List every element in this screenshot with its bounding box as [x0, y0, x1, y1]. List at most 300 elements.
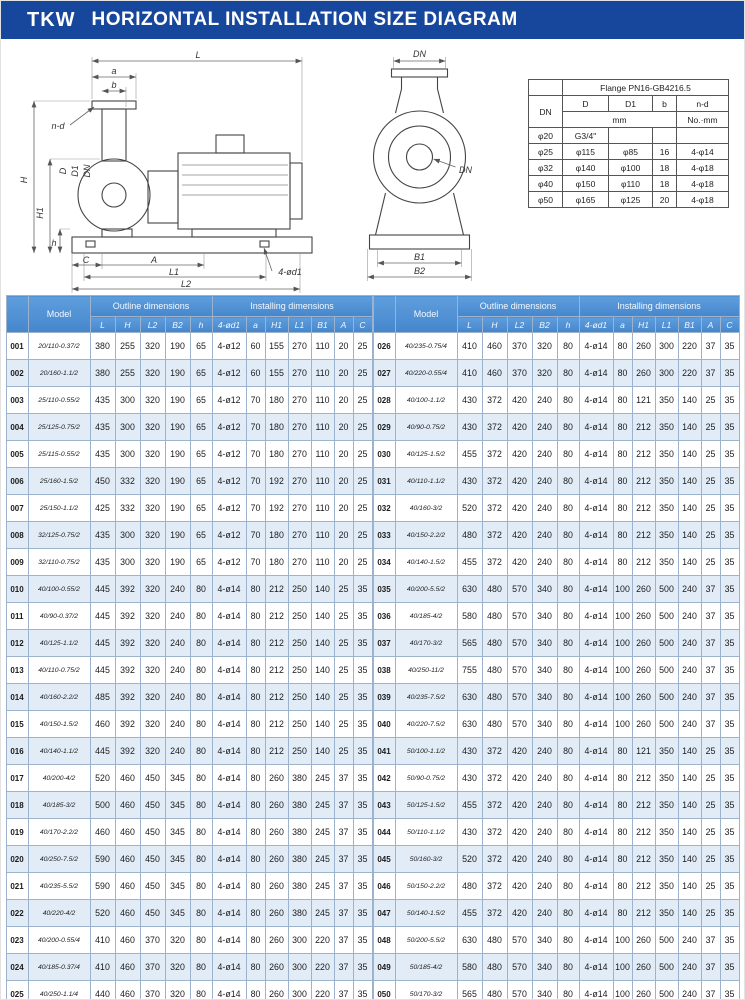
- dim-cell: 420: [507, 819, 532, 846]
- dim-cell: 80: [557, 765, 579, 792]
- dim-cell: 110: [311, 495, 334, 522]
- dim-cell: 392: [115, 684, 140, 711]
- dim-label-C: C: [82, 255, 90, 265]
- dim-cell: 80: [557, 981, 579, 1000]
- dim-cell: 455: [457, 549, 482, 576]
- dim-cell: 212: [632, 495, 655, 522]
- dim-cell: 25: [334, 630, 353, 657]
- dim-cell: 212: [265, 657, 288, 684]
- dim-cell: 4-ø14: [212, 954, 246, 981]
- table-row: [373, 846, 739, 873]
- model-cell: 20/110-0.37/2: [28, 333, 90, 360]
- column-header: L2: [140, 317, 165, 333]
- row-number: 039: [373, 684, 395, 711]
- dim-cell: 37: [334, 900, 353, 927]
- dim-cell: 4-ø14: [579, 711, 613, 738]
- flange-value-cell: 4-φ14: [677, 144, 729, 160]
- dim-cell: 450: [140, 873, 165, 900]
- dim-cell: 570: [507, 981, 532, 1000]
- dim-cell: 435: [90, 414, 115, 441]
- dim-cell: 4-ø14: [212, 711, 246, 738]
- dim-cell: 320: [140, 711, 165, 738]
- column-header: B2: [532, 317, 557, 333]
- dim-cell: 25: [353, 387, 372, 414]
- dim-cell: 140: [311, 657, 334, 684]
- dim-cell: 4-ø14: [579, 333, 613, 360]
- dim-cell: 320: [140, 495, 165, 522]
- dim-cell: 250: [288, 630, 311, 657]
- flange-value-cell: [677, 128, 729, 144]
- dim-cell: 100: [613, 711, 632, 738]
- dim-cell: 350: [655, 900, 678, 927]
- dim-cell: 350: [655, 846, 678, 873]
- row-number: 013: [6, 657, 28, 684]
- dim-cell: 260: [632, 684, 655, 711]
- dim-cell: 420: [507, 873, 532, 900]
- dim-cell: 410: [90, 927, 115, 954]
- dim-cell: 260: [265, 927, 288, 954]
- model-cell: 40/200-0.55/4: [28, 927, 90, 954]
- dim-cell: 20: [334, 360, 353, 387]
- dim-cell: 435: [90, 441, 115, 468]
- dim-cell: 140: [311, 603, 334, 630]
- model-cell: 50/150-2.2/2: [395, 873, 457, 900]
- dim-cell: 140: [678, 441, 701, 468]
- dim-cell: 35: [353, 927, 372, 954]
- dim-cell: 80: [557, 549, 579, 576]
- dim-cell: 320: [140, 684, 165, 711]
- dim-cell: 300: [288, 981, 311, 1000]
- model-cell: 40/200-4/2: [28, 765, 90, 792]
- row-number: 019: [6, 819, 28, 846]
- dim-cell: 4-ø14: [212, 630, 246, 657]
- dim-cell: 212: [632, 873, 655, 900]
- dim-cell: 340: [532, 576, 557, 603]
- table-row: [6, 981, 372, 1000]
- row-number: 007: [6, 495, 28, 522]
- table-row: [6, 657, 372, 684]
- dim-label-L2: L2: [180, 279, 192, 289]
- dim-cell: 4-ø14: [212, 657, 246, 684]
- dim-cell: 70: [246, 414, 265, 441]
- model-cell: 25/150-1.1/2: [28, 495, 90, 522]
- flange-value-cell: 4-φ18: [677, 176, 729, 192]
- dim-cell: 300: [115, 441, 140, 468]
- dim-cell: 565: [457, 981, 482, 1000]
- dim-cell: 65: [190, 441, 212, 468]
- dim-cell: 35: [353, 846, 372, 873]
- dim-cell: 340: [532, 630, 557, 657]
- column-header: L1: [288, 317, 311, 333]
- dim-cell: 350: [655, 873, 678, 900]
- dim-cell: 240: [678, 684, 701, 711]
- dim-cell: 212: [265, 711, 288, 738]
- dim-cell: 450: [140, 900, 165, 927]
- dim-label-L: L: [195, 50, 201, 60]
- dim-cell: 520: [457, 495, 482, 522]
- dim-cell: 80: [190, 657, 212, 684]
- dim-cell: 350: [655, 765, 678, 792]
- dim-cell: 20: [334, 549, 353, 576]
- row-number: 016: [6, 738, 28, 765]
- dim-cell: 140: [678, 738, 701, 765]
- dim-cell: 500: [655, 630, 678, 657]
- spec-tables-section: [1, 295, 744, 1000]
- table-row: [373, 549, 739, 576]
- dim-cell: 80: [246, 576, 265, 603]
- dim-cell: 270: [288, 468, 311, 495]
- dim-cell: 35: [353, 711, 372, 738]
- dim-cell: 240: [532, 441, 557, 468]
- dim-cell: 180: [265, 522, 288, 549]
- flange-value-cell: φ85: [609, 144, 653, 160]
- row-number: 050: [373, 981, 395, 1000]
- dim-cell: 25: [353, 468, 372, 495]
- dim-cell: 80: [190, 765, 212, 792]
- dim-cell: 110: [311, 387, 334, 414]
- dim-cell: 37: [701, 360, 720, 387]
- model-cell: 50/125-1.5/2: [395, 792, 457, 819]
- flange-dn-cell: φ32: [529, 160, 563, 176]
- model-cell: 40/250-7.5/2: [28, 846, 90, 873]
- dim-cell: 240: [532, 522, 557, 549]
- column-header: L: [457, 317, 482, 333]
- dim-cell: 245: [311, 873, 334, 900]
- table-row: [6, 846, 372, 873]
- dim-cell: 80: [613, 900, 632, 927]
- dim-cell: 245: [311, 900, 334, 927]
- dim-cell: 190: [165, 414, 190, 441]
- dim-cell: 180: [265, 414, 288, 441]
- flange-value-cell: G3/4": [563, 128, 609, 144]
- dim-cell: 340: [532, 927, 557, 954]
- dim-cell: 190: [165, 468, 190, 495]
- dim-cell: 110: [311, 441, 334, 468]
- dim-cell: 430: [457, 468, 482, 495]
- dim-cell: 340: [532, 981, 557, 1000]
- dim-cell: 80: [613, 738, 632, 765]
- model-cell: 40/140-1.5/2: [395, 549, 457, 576]
- number-column-header: [373, 296, 395, 333]
- dim-cell: 155: [265, 333, 288, 360]
- model-cell: 40/220-0.55/4: [395, 360, 457, 387]
- row-number: 001: [6, 333, 28, 360]
- dim-cell: 212: [265, 684, 288, 711]
- dim-cell: 212: [632, 846, 655, 873]
- dim-cell: 4-ø14: [579, 387, 613, 414]
- dim-cell: 140: [311, 576, 334, 603]
- dim-cell: 212: [265, 630, 288, 657]
- model-cell: 20/160-1.1/2: [28, 360, 90, 387]
- dim-cell: 140: [678, 522, 701, 549]
- model-cell: 40/90-0.37/2: [28, 603, 90, 630]
- dim-cell: 430: [457, 387, 482, 414]
- dim-cell: 332: [115, 495, 140, 522]
- dim-cell: 460: [115, 900, 140, 927]
- dim-cell: 140: [678, 468, 701, 495]
- dim-cell: 25: [353, 414, 372, 441]
- model-cell: 50/100-1.1/2: [395, 738, 457, 765]
- dim-cell: 37: [701, 657, 720, 684]
- dim-cell: 300: [115, 387, 140, 414]
- flange-table-title: Flange PN16-GB4216.5: [563, 80, 729, 96]
- flange-corner-cell: [529, 80, 563, 96]
- dim-cell: 35: [353, 576, 372, 603]
- dim-cell: 250: [288, 603, 311, 630]
- table-row: [373, 360, 739, 387]
- column-header: H1: [265, 317, 288, 333]
- row-number: 035: [373, 576, 395, 603]
- dim-cell: 240: [532, 792, 557, 819]
- dim-cell: 260: [265, 954, 288, 981]
- dim-cell: 240: [532, 765, 557, 792]
- dim-cell: 60: [246, 360, 265, 387]
- dim-cell: 350: [655, 738, 678, 765]
- model-cell: 40/250-11/2: [395, 657, 457, 684]
- dim-cell: 372: [482, 468, 507, 495]
- dim-cell: 450: [90, 468, 115, 495]
- dim-cell: 255: [115, 333, 140, 360]
- dim-cell: 480: [482, 603, 507, 630]
- dim-cell: 37: [701, 333, 720, 360]
- dim-cell: 4-ø14: [212, 765, 246, 792]
- dim-cell: 270: [288, 333, 311, 360]
- dim-cell: 4-ø14: [579, 927, 613, 954]
- dim-cell: 250: [288, 657, 311, 684]
- dim-cell: 100: [613, 981, 632, 1000]
- dim-cell: 4-ø12: [212, 414, 246, 441]
- dim-cell: 180: [265, 441, 288, 468]
- dim-cell: 35: [720, 711, 739, 738]
- dim-cell: 240: [165, 576, 190, 603]
- dim-cell: 565: [457, 630, 482, 657]
- dim-cell: 4-ø14: [212, 873, 246, 900]
- dim-cell: 35: [720, 576, 739, 603]
- dim-cell: 25: [334, 711, 353, 738]
- dim-cell: 20: [334, 414, 353, 441]
- dim-cell: 260: [265, 981, 288, 1000]
- model-cell: 40/90-0.75/2: [395, 414, 457, 441]
- dim-cell: 270: [288, 387, 311, 414]
- dim-cell: 37: [334, 954, 353, 981]
- dim-label-D: D: [58, 167, 68, 175]
- dim-cell: 4-ø12: [212, 549, 246, 576]
- dim-cell: 425: [90, 495, 115, 522]
- dim-cell: 65: [190, 468, 212, 495]
- model-cell: 40/125-1.5/2: [395, 441, 457, 468]
- dim-cell: 121: [632, 387, 655, 414]
- flange-dn-cell: φ25: [529, 144, 563, 160]
- table-row: [373, 522, 739, 549]
- dim-cell: 260: [632, 630, 655, 657]
- dim-cell: 35: [720, 441, 739, 468]
- dim-cell: 4-ø12: [212, 495, 246, 522]
- dim-cell: 35: [720, 684, 739, 711]
- table-row: [6, 711, 372, 738]
- dim-cell: 25: [701, 900, 720, 927]
- dim-cell: 345: [165, 792, 190, 819]
- row-number: 037: [373, 630, 395, 657]
- flange-value-cell: 20: [653, 192, 677, 208]
- dim-cell: 80: [557, 684, 579, 711]
- dim-cell: 755: [457, 657, 482, 684]
- dim-cell: 80: [246, 954, 265, 981]
- dim-cell: 455: [457, 900, 482, 927]
- dim-cell: 20: [334, 387, 353, 414]
- dim-cell: 445: [90, 738, 115, 765]
- model-column-header: Model: [395, 296, 457, 333]
- dim-cell: 420: [507, 900, 532, 927]
- dim-cell: 372: [482, 387, 507, 414]
- dim-cell: 80: [613, 468, 632, 495]
- dim-cell: 420: [507, 549, 532, 576]
- table-row: [373, 765, 739, 792]
- dim-cell: 500: [655, 981, 678, 1000]
- model-cell: 40/160-2.2/2: [28, 684, 90, 711]
- brand-text: TKW: [27, 8, 76, 31]
- dim-cell: 420: [507, 387, 532, 414]
- dim-cell: 590: [90, 873, 115, 900]
- dim-cell: 25: [334, 657, 353, 684]
- dim-cell: 25: [701, 441, 720, 468]
- dim-cell: 410: [457, 360, 482, 387]
- row-number: 005: [6, 441, 28, 468]
- dim-cell: 480: [457, 522, 482, 549]
- dim-cell: 372: [482, 495, 507, 522]
- row-number: 031: [373, 468, 395, 495]
- dim-cell: 340: [532, 954, 557, 981]
- dim-cell: 140: [678, 495, 701, 522]
- dim-cell: 4-ø14: [579, 792, 613, 819]
- table-row: [373, 495, 739, 522]
- dim-cell: 25: [353, 549, 372, 576]
- dim-cell: 80: [190, 603, 212, 630]
- row-number: 034: [373, 549, 395, 576]
- dim-cell: 570: [507, 684, 532, 711]
- dim-cell: 140: [311, 711, 334, 738]
- dim-cell: 240: [532, 495, 557, 522]
- dim-cell: 4-ø14: [579, 657, 613, 684]
- dim-cell: 220: [678, 360, 701, 387]
- drawings-section: [1, 39, 744, 291]
- row-number: 049: [373, 954, 395, 981]
- dim-cell: 35: [353, 765, 372, 792]
- dim-cell: 340: [532, 603, 557, 630]
- dim-cell: 60: [246, 333, 265, 360]
- dim-cell: 80: [557, 954, 579, 981]
- dim-cell: 20: [334, 495, 353, 522]
- dim-cell: 35: [720, 927, 739, 954]
- flange-dn-cell: φ20: [529, 128, 563, 144]
- dim-cell: 37: [334, 819, 353, 846]
- dim-cell: 190: [165, 441, 190, 468]
- dim-cell: 212: [632, 468, 655, 495]
- dim-cell: 240: [678, 657, 701, 684]
- row-number: 029: [373, 414, 395, 441]
- dim-cell: 350: [655, 414, 678, 441]
- dim-cell: 260: [632, 576, 655, 603]
- dim-cell: 35: [720, 657, 739, 684]
- dim-cell: 630: [457, 576, 482, 603]
- dim-cell: 260: [632, 333, 655, 360]
- dim-cell: 37: [701, 684, 720, 711]
- dim-cell: 445: [90, 576, 115, 603]
- model-cell: 40/125-1.1/2: [28, 630, 90, 657]
- dim-cell: 80: [190, 630, 212, 657]
- dim-cell: 4-ø14: [212, 603, 246, 630]
- dim-cell: 320: [165, 981, 190, 1000]
- column-header: A: [334, 317, 353, 333]
- column-header: B1: [678, 317, 701, 333]
- table-row: [373, 414, 739, 441]
- row-number: 018: [6, 792, 28, 819]
- table-row: [6, 468, 372, 495]
- dim-cell: 35: [353, 684, 372, 711]
- dim-cell: 630: [457, 927, 482, 954]
- dim-cell: 35: [720, 900, 739, 927]
- dim-label-a: a: [111, 66, 117, 76]
- dim-cell: 350: [655, 387, 678, 414]
- dim-cell: 350: [655, 792, 678, 819]
- dim-cell: 70: [246, 522, 265, 549]
- dim-cell: 270: [288, 414, 311, 441]
- dim-cell: 80: [246, 603, 265, 630]
- model-cell: 40/150-1.5/2: [28, 711, 90, 738]
- dim-cell: 100: [613, 927, 632, 954]
- flange-col-b: b: [653, 96, 677, 112]
- table-row: [6, 603, 372, 630]
- table-row: [6, 900, 372, 927]
- dim-cell: 4-ø14: [579, 576, 613, 603]
- dim-cell: 320: [140, 657, 165, 684]
- dim-cell: 65: [190, 333, 212, 360]
- dim-cell: 37: [334, 927, 353, 954]
- dim-cell: 80: [246, 684, 265, 711]
- table-row: [6, 819, 372, 846]
- dim-cell: 320: [140, 414, 165, 441]
- dim-cell: 372: [482, 549, 507, 576]
- column-header: C: [353, 317, 372, 333]
- dim-cell: 485: [90, 684, 115, 711]
- dim-cell: 100: [613, 603, 632, 630]
- dim-cell: 4-ø14: [579, 549, 613, 576]
- dim-label-L1: L1: [168, 267, 180, 277]
- dim-cell: 80: [190, 711, 212, 738]
- dim-label-b: b: [111, 80, 117, 90]
- dim-cell: 460: [482, 360, 507, 387]
- dim-cell: 260: [265, 819, 288, 846]
- dim-cell: 35: [720, 792, 739, 819]
- dim-cell: 140: [678, 792, 701, 819]
- table-row: [373, 657, 739, 684]
- dim-cell: 70: [246, 387, 265, 414]
- dim-cell: 121: [632, 738, 655, 765]
- dim-cell: 80: [613, 819, 632, 846]
- dim-cell: 140: [678, 765, 701, 792]
- dim-cell: 250: [288, 711, 311, 738]
- dim-cell: 460: [115, 981, 140, 1000]
- spec-table-left: [6, 295, 373, 1000]
- row-number: 028: [373, 387, 395, 414]
- model-cell: 40/100-0.55/2: [28, 576, 90, 603]
- row-number: 045: [373, 846, 395, 873]
- dim-label-n-d: n-d: [51, 121, 65, 131]
- dim-cell: 80: [246, 900, 265, 927]
- model-cell: 40/100-1.1/2: [395, 387, 457, 414]
- dim-cell: 520: [457, 846, 482, 873]
- table-row: [373, 387, 739, 414]
- dim-cell: 80: [190, 684, 212, 711]
